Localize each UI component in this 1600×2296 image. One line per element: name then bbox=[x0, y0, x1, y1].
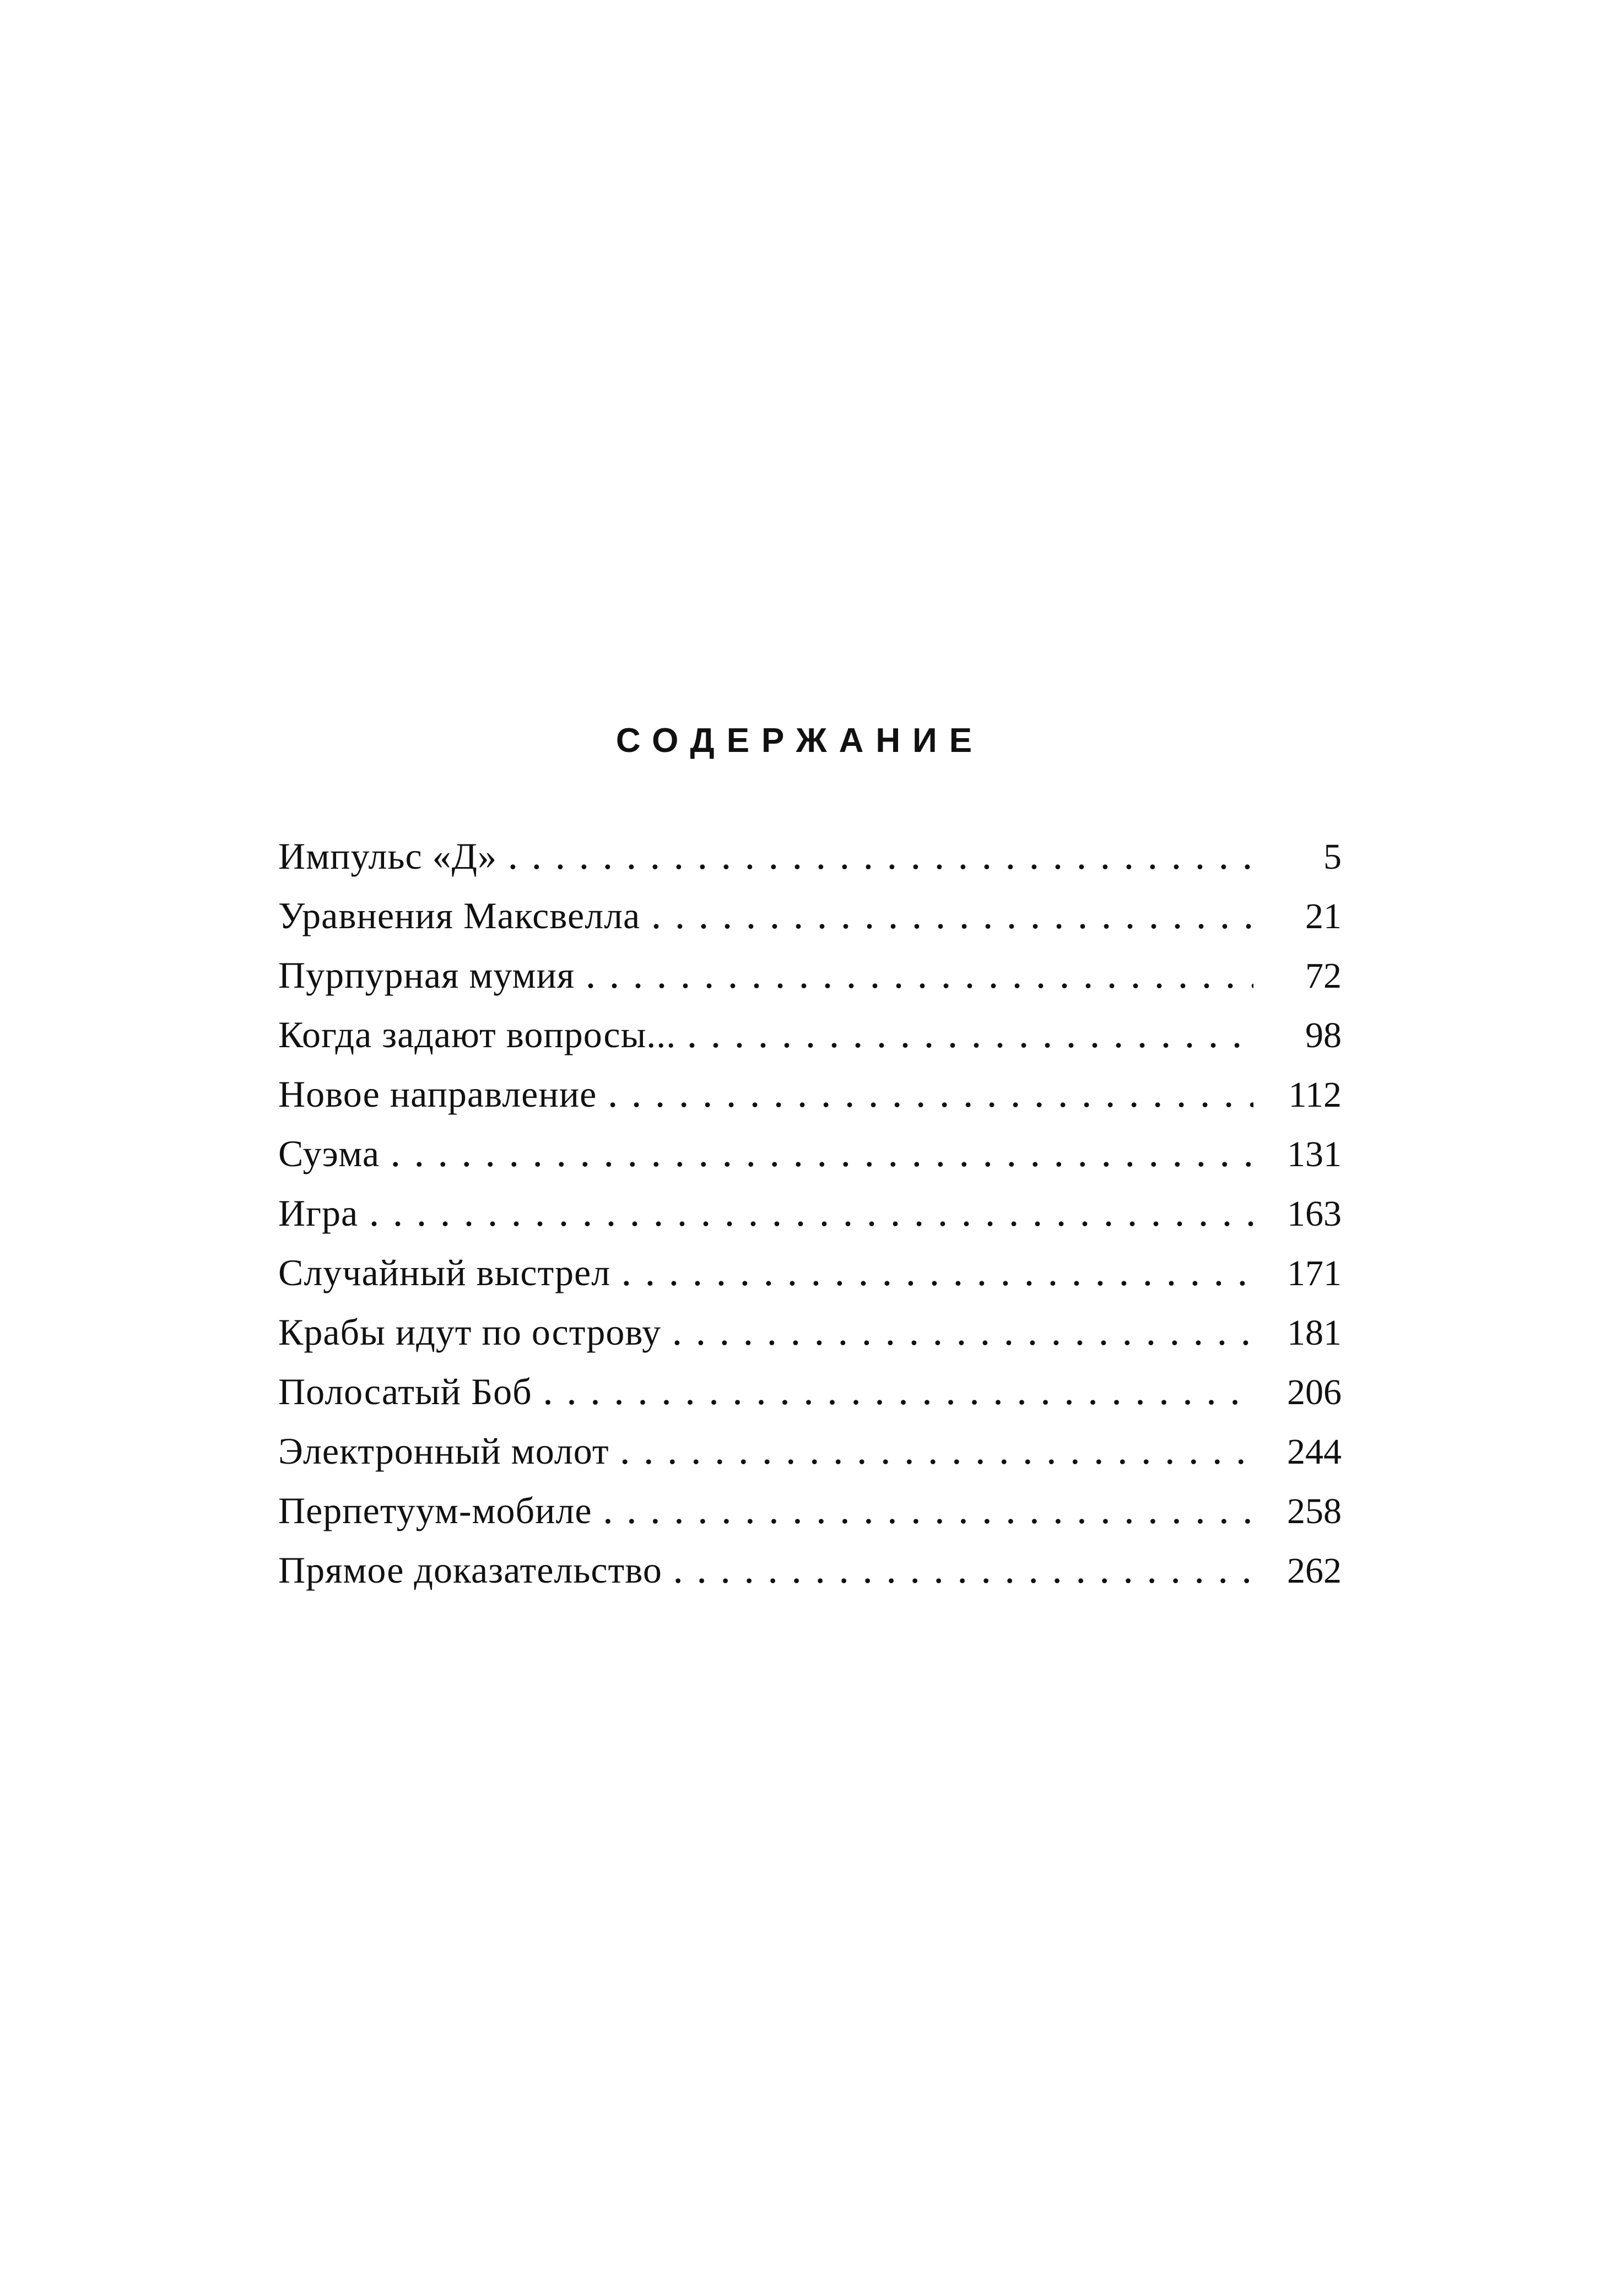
toc-entry bbox=[278, 1481, 1342, 1540]
toc-entry-title: Электронный молот bbox=[278, 1430, 609, 1472]
dot-leader bbox=[392, 1127, 1253, 1186]
toc-entry-page: 244 bbox=[1287, 1432, 1342, 1472]
toc-entry-page: 98 bbox=[1305, 1015, 1342, 1055]
toc-entry-title: Прямое доказательство bbox=[278, 1549, 662, 1591]
toc-entry-title: Импульс «Д» bbox=[278, 835, 498, 877]
toc-entry-page: 171 bbox=[1287, 1253, 1342, 1293]
toc-entry-title: Уравнения Максвелла bbox=[278, 895, 641, 936]
toc-entry-title: Случайный выстрел bbox=[278, 1252, 611, 1293]
toc-entry-page: 112 bbox=[1288, 1075, 1342, 1115]
dot-leader bbox=[623, 1246, 1253, 1305]
toc-entry-page: 131 bbox=[1287, 1134, 1342, 1174]
dot-leader bbox=[621, 1424, 1253, 1483]
dot-leader bbox=[604, 1483, 1253, 1543]
dot-leader bbox=[609, 1067, 1253, 1127]
toc-entry-title: Когда задают вопросы... bbox=[278, 1014, 677, 1055]
toc-entry bbox=[278, 1064, 1342, 1124]
toc-entry bbox=[278, 1362, 1342, 1421]
toc-entry-page: 206 bbox=[1287, 1372, 1342, 1412]
dot-leader bbox=[688, 1008, 1253, 1067]
toc-entry-title: Суэма bbox=[278, 1133, 380, 1174]
toc-entry bbox=[278, 1124, 1342, 1183]
toc-entry bbox=[278, 1302, 1342, 1362]
dot-leader bbox=[509, 829, 1253, 889]
toc-entry bbox=[278, 826, 1342, 886]
toc-entry-title: Перпетуум-мобиле bbox=[278, 1490, 592, 1531]
toc-entry bbox=[278, 1005, 1342, 1064]
toc-entry bbox=[278, 1183, 1342, 1243]
toc-entry bbox=[278, 1421, 1342, 1481]
dot-leader bbox=[587, 948, 1253, 1008]
page-title: СОДЕРЖАНИЕ bbox=[615, 722, 985, 760]
toc-entry-page: 72 bbox=[1305, 956, 1342, 996]
toc-entry bbox=[278, 945, 1342, 1005]
toc-entry bbox=[278, 886, 1342, 945]
toc-entry-page: 258 bbox=[1287, 1491, 1342, 1531]
dot-leader bbox=[673, 1305, 1253, 1364]
dot-leader bbox=[674, 1543, 1253, 1602]
toc-entry-title: Полосатый Боб bbox=[278, 1371, 532, 1412]
toc-entry-title: Новое направление bbox=[278, 1073, 597, 1115]
toc-entry-title: Игра bbox=[278, 1192, 359, 1234]
toc-entry-page: 5 bbox=[1323, 837, 1342, 877]
toc-entry-page: 21 bbox=[1305, 896, 1342, 936]
toc-entry bbox=[278, 1243, 1342, 1302]
toc-entry-title: Пурпурная мумия bbox=[278, 954, 575, 996]
toc-entry-title: Крабы идут по острову bbox=[278, 1311, 662, 1353]
dot-leader bbox=[652, 889, 1253, 948]
dot-leader bbox=[370, 1186, 1253, 1246]
toc-entry-page: 181 bbox=[1287, 1313, 1342, 1353]
toc-entry bbox=[278, 1540, 1342, 1600]
toc-entry-page: 163 bbox=[1287, 1194, 1342, 1234]
dot-leader bbox=[544, 1364, 1253, 1424]
table-of-contents bbox=[278, 826, 1342, 1600]
toc-entry-page: 262 bbox=[1287, 1551, 1342, 1591]
